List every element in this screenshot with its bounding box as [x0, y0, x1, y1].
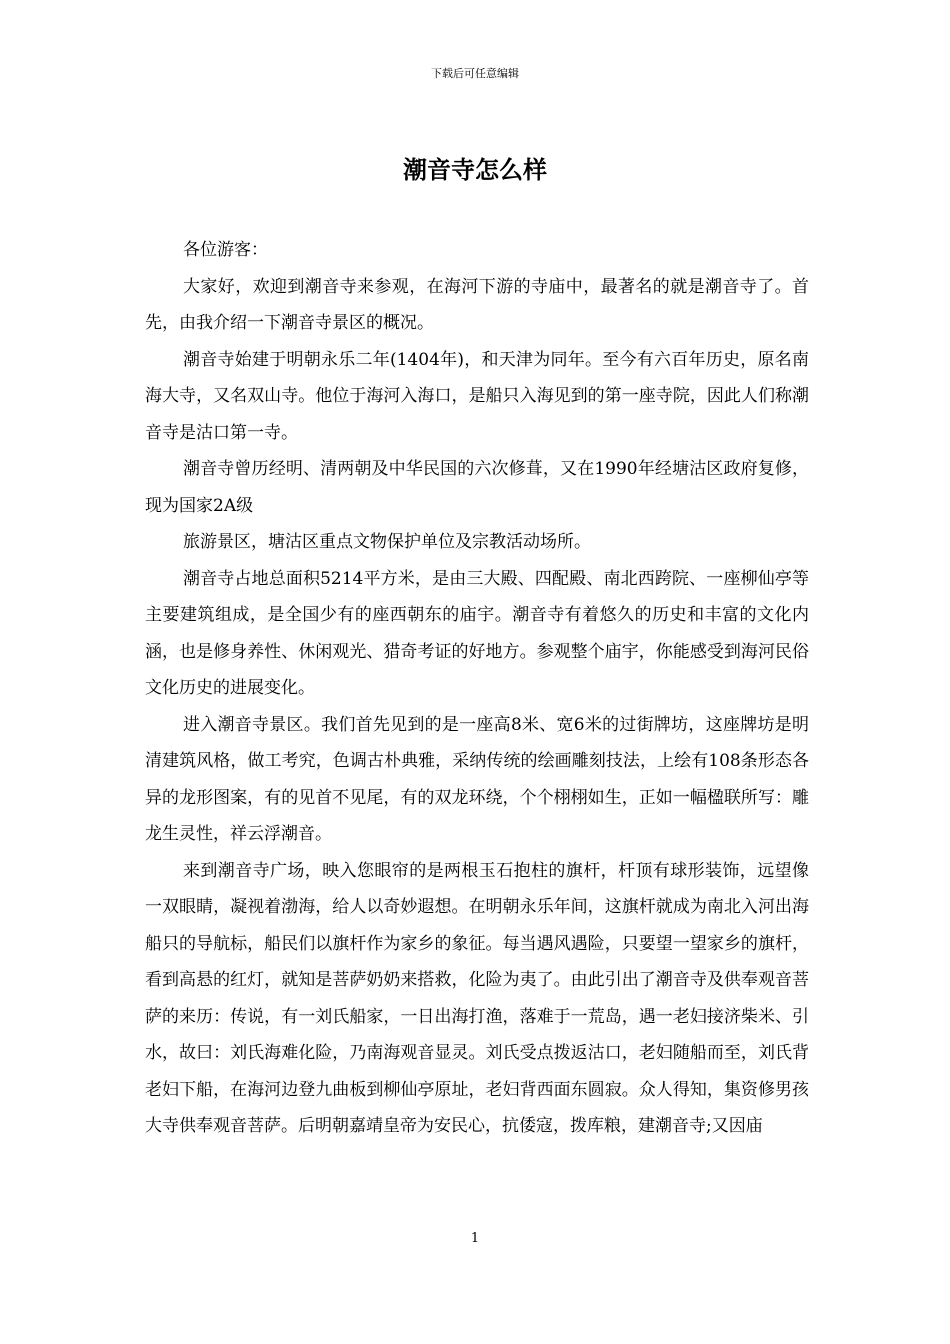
page-header: 下载后可任意编辑: [431, 67, 519, 80]
body-paragraph: 大家好，欢迎到潮音寺来参观，在海河下游的寺庙中，最著名的就是潮音寺了。首先，由我介绍一下潮音寺景区的概况。: [145, 276, 809, 333]
body-paragraph: 潮音寺曾历经明、清两朝及中华民国的六次修葺，又在1990年经塘沽区政府复修，现为国家2A级: [145, 459, 809, 516]
body-paragraph: 潮音寺始建于明朝永乐二年(1404年)，和天津为同年。至今有六百年历史，原名南海大寺，又名双山寺。他位于海河入海口，是船只入海见到的第一座寺院，因此人们称潮音寺是沽口第一寺。: [145, 349, 809, 443]
body-paragraph: 潮音寺占地总面积5214平方米，是由三大殿、四配殿、南北西跨院、一座柳仙亭等主要建筑组成，是全国少有的座西朝东的庙宇。潮音寺有着悠久的历史和丰富的文化内涵，也是修身养性、休闲观光、猎奇考证的好地方。参观整个庙宇，你能感受到海河民俗文化历史的进展变化。: [145, 568, 809, 698]
page-number: 1: [470, 1231, 480, 1246]
salutation-paragraph: 各位游客：: [183, 240, 268, 260]
document-title: 潮音寺怎么样: [403, 155, 547, 184]
body-paragraph: 进入潮音寺景区。我们首先见到的是一座高8米、宽6米的过街牌坊，这座牌坊是明清建筑风格，做工考究，色调古朴典雅，采纳传统的绘画雕刻技法，上绘有108条形态各异的龙形图案，有的见首不见尾，有的双龙环绕，个个栩栩如生，正如一幅楹联所写：雕龙生灵性，祥云浮潮音。: [145, 714, 809, 844]
body-paragraph: 旅游景区，塘沽区重点文物保护单位及宗教活动场所。: [183, 532, 591, 552]
body-paragraph: 来到潮音寺广场，映入您眼帘的是两根玉石抱柱的旗杆，杆顶有球形装饰，远望像一双眼睛，凝视着渤海，给人以奇妙遐想。在明朝永乐年间，这旗杆就成为南北入河出海船只的导航标，船民们以旗杆作为家乡的象征。每当遇风遇险，只要望一望家乡的旗杆，看到高悬的红灯，就知是菩萨奶奶来搭救，化险为夷了。由此引出了潮音寺及供奉观音菩萨的来历：传说，有一刘氏船家，一日出海打渔，落难于一荒岛，遇一老妇接济柴米、引水，故曰：刘氏海难化险，乃南海观音显灵。刘氏受点拨返沽口，老妇随船而至，刘氏背老妇下船，在海河边登九曲板到柳仙亭原址，老妇背西面东圆寂。众人得知，集资修男孩大寺供奉观音菩萨。后明朝嘉靖皇帝为安民心，抗倭寇，拨库粮，建潮音寺;又因庙: [145, 860, 809, 1136]
document-body: [145, 232, 809, 1145]
